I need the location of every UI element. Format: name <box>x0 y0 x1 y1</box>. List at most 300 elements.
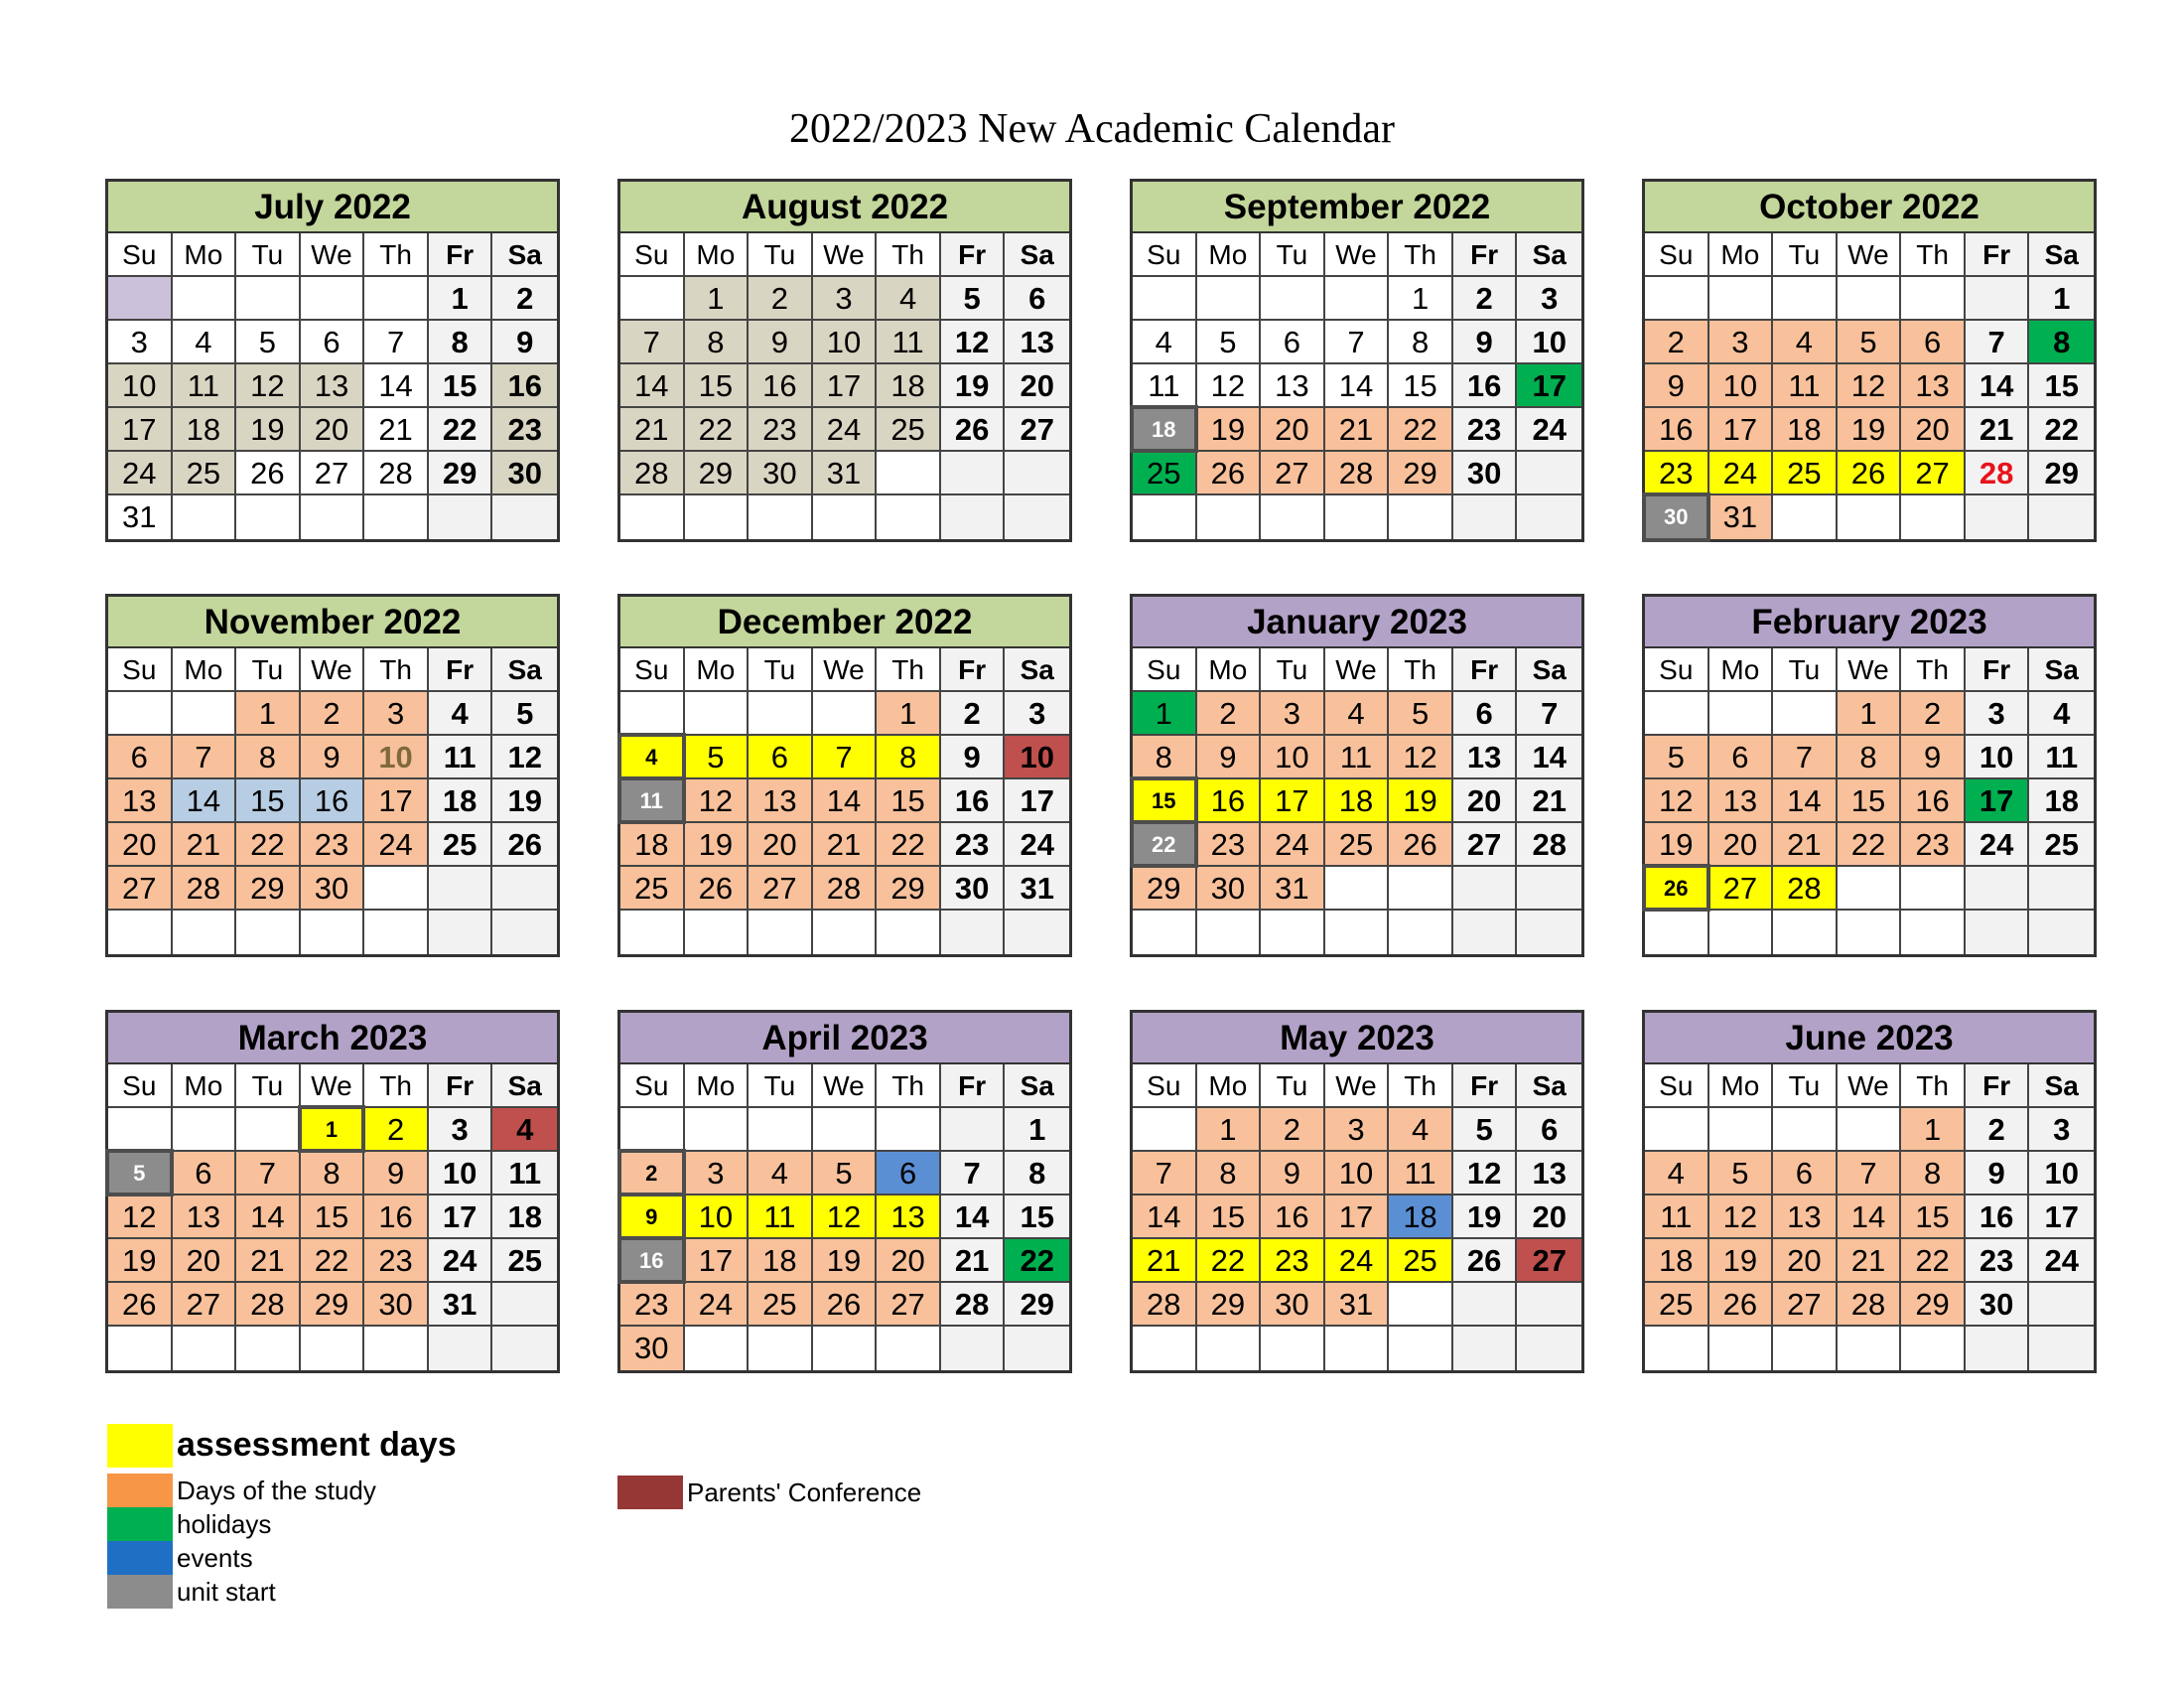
day-cell[interactable]: 30 <box>749 452 813 495</box>
day-cell[interactable]: 15 <box>685 364 750 408</box>
day-cell[interactable]: 21 <box>173 823 237 867</box>
day-cell[interactable]: 24 <box>813 408 878 452</box>
day-cell[interactable]: 1 <box>877 692 941 736</box>
day-cell[interactable]: 24 <box>1005 823 1069 867</box>
day-cell[interactable]: 14 <box>364 364 429 408</box>
day-cell[interactable]: 14 <box>1133 1196 1197 1239</box>
day-cell[interactable]: 10 <box>813 321 878 364</box>
day-cell[interactable]: 28 <box>1517 823 1581 867</box>
day-cell[interactable]: 23 <box>301 823 365 867</box>
day-cell[interactable]: 11 <box>1773 364 1838 408</box>
day-cell[interactable]: 5 <box>1453 1108 1518 1152</box>
day-cell[interactable]: 11 <box>1325 736 1390 779</box>
day-cell[interactable]: 1 <box>1901 1108 1966 1152</box>
day-cell[interactable]: 11 <box>492 1152 557 1196</box>
day-cell[interactable]: 25 <box>429 823 493 867</box>
day-cell[interactable]: 2 <box>301 692 365 736</box>
day-cell[interactable]: 18 <box>1773 408 1838 452</box>
day-cell[interactable]: 6 <box>749 736 813 779</box>
day-cell[interactable]: 16 <box>1197 779 1262 823</box>
day-cell[interactable]: 22 <box>685 408 750 452</box>
day-cell[interactable]: 5 <box>941 277 1006 321</box>
day-cell[interactable]: 9 <box>1966 1152 2030 1196</box>
day-cell[interactable]: 8 <box>1389 321 1453 364</box>
day-cell[interactable]: 25 <box>1645 1283 1709 1327</box>
day-cell[interactable]: 13 <box>1453 736 1518 779</box>
day-cell[interactable]: 20 <box>877 1239 941 1283</box>
day-cell[interactable]: 27 <box>1261 452 1325 495</box>
day-cell[interactable]: 3 <box>1005 692 1069 736</box>
day-cell[interactable]: 30 <box>301 867 365 911</box>
day-cell[interactable]: 22 <box>1133 823 1197 867</box>
day-cell[interactable]: 27 <box>1453 823 1518 867</box>
day-cell[interactable]: 10 <box>108 364 173 408</box>
day-cell[interactable]: 20 <box>1901 408 1966 452</box>
day-cell[interactable]: 15 <box>877 779 941 823</box>
day-cell[interactable]: 27 <box>1517 1239 1581 1283</box>
day-cell[interactable]: 6 <box>173 1152 237 1196</box>
day-cell[interactable]: 14 <box>813 779 878 823</box>
day-cell[interactable]: 2 <box>1197 692 1262 736</box>
day-cell[interactable]: 4 <box>1773 321 1838 364</box>
day-cell[interactable]: 2 <box>1966 1108 2030 1152</box>
day-cell[interactable]: 1 <box>1389 277 1453 321</box>
day-cell[interactable]: 16 <box>1901 779 1966 823</box>
day-cell[interactable]: 3 <box>1261 692 1325 736</box>
day-cell[interactable]: 30 <box>492 452 557 495</box>
day-cell[interactable]: 12 <box>1838 364 1902 408</box>
day-cell[interactable]: 28 <box>173 867 237 911</box>
day-cell[interactable]: 23 <box>1966 1239 2030 1283</box>
day-cell[interactable]: 9 <box>1197 736 1262 779</box>
day-cell[interactable]: 8 <box>685 321 750 364</box>
day-cell[interactable]: 5 <box>236 321 301 364</box>
day-cell[interactable]: 25 <box>877 408 941 452</box>
day-cell[interactable]: 24 <box>1261 823 1325 867</box>
day-cell[interactable]: 28 <box>1966 452 2030 495</box>
day-cell[interactable]: 12 <box>1389 736 1453 779</box>
day-cell[interactable]: 29 <box>1901 1283 1966 1327</box>
day-cell[interactable]: 22 <box>2029 408 2094 452</box>
day-cell[interactable]: 20 <box>1773 1239 1838 1283</box>
day-cell[interactable]: 30 <box>620 1327 685 1370</box>
day-cell[interactable]: 11 <box>877 321 941 364</box>
day-cell[interactable]: 5 <box>492 692 557 736</box>
day-cell[interactable]: 24 <box>108 452 173 495</box>
day-cell[interactable]: 22 <box>301 1239 365 1283</box>
day-cell[interactable]: 13 <box>749 779 813 823</box>
day-cell[interactable]: 2 <box>749 277 813 321</box>
day-cell[interactable]: 1 <box>2029 277 2094 321</box>
day-cell[interactable]: 14 <box>1517 736 1581 779</box>
day-cell[interactable]: 16 <box>301 779 365 823</box>
day-cell[interactable]: 15 <box>1901 1196 1966 1239</box>
day-cell[interactable]: 14 <box>620 364 685 408</box>
day-cell[interactable]: 1 <box>685 277 750 321</box>
day-cell[interactable]: 12 <box>1645 779 1709 823</box>
day-cell[interactable]: 11 <box>1389 1152 1453 1196</box>
day-cell[interactable]: 27 <box>1901 452 1966 495</box>
day-cell[interactable]: 16 <box>941 779 1006 823</box>
day-cell[interactable]: 13 <box>301 364 365 408</box>
day-cell[interactable]: 6 <box>1709 736 1774 779</box>
day-cell[interactable]: 7 <box>364 321 429 364</box>
day-cell[interactable]: 20 <box>1517 1196 1581 1239</box>
day-cell[interactable]: 12 <box>236 364 301 408</box>
day-cell[interactable]: 15 <box>301 1196 365 1239</box>
day-cell[interactable]: 5 <box>813 1152 878 1196</box>
day-cell[interactable]: 5 <box>1197 321 1262 364</box>
day-cell[interactable]: 13 <box>1901 364 1966 408</box>
day-cell[interactable]: 24 <box>1966 823 2030 867</box>
day-cell[interactable]: 23 <box>1261 1239 1325 1283</box>
day-cell[interactable]: 12 <box>1197 364 1262 408</box>
day-cell[interactable]: 18 <box>620 823 685 867</box>
day-cell[interactable]: 19 <box>1838 408 1902 452</box>
day-cell[interactable]: 6 <box>1453 692 1518 736</box>
day-cell[interactable]: 3 <box>813 277 878 321</box>
day-cell[interactable]: 11 <box>749 1196 813 1239</box>
day-cell[interactable]: 4 <box>429 692 493 736</box>
day-cell[interactable]: 8 <box>1838 736 1902 779</box>
day-cell[interactable]: 2 <box>492 277 557 321</box>
day-cell[interactable]: 28 <box>1773 867 1838 911</box>
day-cell[interactable]: 6 <box>301 321 365 364</box>
day-cell[interactable]: 18 <box>1389 1196 1453 1239</box>
day-cell[interactable]: 4 <box>1133 321 1197 364</box>
day-cell[interactable]: 26 <box>236 452 301 495</box>
day-cell[interactable]: 17 <box>1966 779 2030 823</box>
day-cell[interactable]: 29 <box>1133 867 1197 911</box>
day-cell[interactable]: 17 <box>813 364 878 408</box>
day-cell[interactable]: 14 <box>1966 364 2030 408</box>
day-cell[interactable]: 2 <box>1901 692 1966 736</box>
day-cell[interactable]: 12 <box>108 1196 173 1239</box>
day-cell[interactable]: 2 <box>620 1152 685 1196</box>
day-cell[interactable]: 26 <box>685 867 750 911</box>
day-cell[interactable]: 6 <box>1005 277 1069 321</box>
day-cell[interactable]: 23 <box>364 1239 429 1283</box>
day-cell[interactable]: 30 <box>1197 867 1262 911</box>
day-cell[interactable]: 29 <box>1005 1283 1069 1327</box>
day-cell[interactable]: 11 <box>2029 736 2094 779</box>
day-cell[interactable]: 10 <box>1966 736 2030 779</box>
day-cell[interactable]: 3 <box>108 321 173 364</box>
day-cell[interactable]: 15 <box>1133 779 1197 823</box>
day-cell[interactable]: 12 <box>1453 1152 1518 1196</box>
day-cell[interactable]: 27 <box>301 452 365 495</box>
day-cell[interactable]: 30 <box>1645 495 1709 539</box>
day-cell[interactable]: 15 <box>1838 779 1902 823</box>
day-cell[interactable]: 26 <box>941 408 1006 452</box>
day-cell[interactable]: 28 <box>620 452 685 495</box>
day-cell[interactable]: 2 <box>1645 321 1709 364</box>
day-cell[interactable]: 28 <box>1838 1283 1902 1327</box>
day-cell[interactable]: 29 <box>1389 452 1453 495</box>
day-cell[interactable]: 20 <box>1453 779 1518 823</box>
day-cell[interactable]: 11 <box>1645 1196 1709 1239</box>
day-cell[interactable]: 29 <box>429 452 493 495</box>
day-cell[interactable]: 19 <box>236 408 301 452</box>
day-cell[interactable]: 15 <box>1389 364 1453 408</box>
day-cell[interactable]: 30 <box>364 1283 429 1327</box>
day-cell[interactable]: 10 <box>429 1152 493 1196</box>
day-cell[interactable]: 3 <box>1325 1108 1390 1152</box>
day-cell[interactable]: 16 <box>1645 408 1709 452</box>
day-cell[interactable]: 30 <box>1966 1283 2030 1327</box>
day-cell[interactable]: 7 <box>1966 321 2030 364</box>
day-cell[interactable]: 17 <box>1005 779 1069 823</box>
day-cell[interactable]: 13 <box>108 779 173 823</box>
day-cell[interactable]: 20 <box>173 1239 237 1283</box>
day-cell[interactable]: 15 <box>1005 1196 1069 1239</box>
day-cell[interactable]: 31 <box>813 452 878 495</box>
day-cell[interactable]: 19 <box>813 1239 878 1283</box>
day-cell[interactable]: 28 <box>364 452 429 495</box>
day-cell[interactable]: 19 <box>1645 823 1709 867</box>
day-cell[interactable]: 21 <box>364 408 429 452</box>
day-cell[interactable]: 17 <box>429 1196 493 1239</box>
day-cell[interactable]: 10 <box>1325 1152 1390 1196</box>
day-cell[interactable]: 1 <box>1133 692 1197 736</box>
day-cell[interactable]: 6 <box>1901 321 1966 364</box>
day-cell[interactable]: 2 <box>1261 1108 1325 1152</box>
day-cell[interactable]: 9 <box>620 1196 685 1239</box>
day-cell[interactable]: 23 <box>1645 452 1709 495</box>
day-cell[interactable]: 13 <box>1773 1196 1838 1239</box>
day-cell[interactable]: 16 <box>749 364 813 408</box>
day-cell[interactable]: 12 <box>813 1196 878 1239</box>
day-cell[interactable]: 26 <box>1197 452 1262 495</box>
day-cell[interactable]: 20 <box>301 408 365 452</box>
day-cell[interactable]: 19 <box>108 1239 173 1283</box>
day-cell[interactable]: 7 <box>1517 692 1581 736</box>
day-cell[interactable]: 26 <box>1838 452 1902 495</box>
day-cell[interactable]: 8 <box>429 321 493 364</box>
day-cell[interactable]: 22 <box>1901 1239 1966 1283</box>
day-cell[interactable]: 26 <box>813 1283 878 1327</box>
day-cell[interactable]: 21 <box>620 408 685 452</box>
day-cell[interactable]: 5 <box>1838 321 1902 364</box>
day-cell[interactable]: 24 <box>685 1283 750 1327</box>
day-cell[interactable]: 23 <box>1197 823 1262 867</box>
day-cell[interactable]: 13 <box>1261 364 1325 408</box>
day-cell[interactable]: 23 <box>1901 823 1966 867</box>
day-cell[interactable]: 12 <box>1709 1196 1774 1239</box>
day-cell[interactable]: 27 <box>173 1283 237 1327</box>
day-cell[interactable]: 9 <box>1645 364 1709 408</box>
day-cell[interactable]: 1 <box>1838 692 1902 736</box>
day-cell[interactable]: 4 <box>1325 692 1390 736</box>
day-cell[interactable]: 4 <box>2029 692 2094 736</box>
day-cell[interactable]: 14 <box>941 1196 1006 1239</box>
day-cell[interactable]: 21 <box>1517 779 1581 823</box>
day-cell[interactable]: 5 <box>1709 1152 1774 1196</box>
day-cell[interactable]: 31 <box>1005 867 1069 911</box>
day-cell[interactable]: 18 <box>492 1196 557 1239</box>
day-cell[interactable]: 16 <box>492 364 557 408</box>
day-cell[interactable]: 3 <box>1517 277 1581 321</box>
day-cell[interactable]: 8 <box>2029 321 2094 364</box>
day-cell[interactable]: 5 <box>685 736 750 779</box>
day-cell[interactable]: 23 <box>620 1283 685 1327</box>
day-cell[interactable]: 21 <box>1838 1239 1902 1283</box>
day-cell[interactable]: 7 <box>620 321 685 364</box>
day-cell[interactable]: 13 <box>1709 779 1774 823</box>
day-cell[interactable]: 4 <box>620 736 685 779</box>
day-cell[interactable]: 8 <box>236 736 301 779</box>
day-cell[interactable]: 18 <box>1133 408 1197 452</box>
day-cell[interactable]: 30 <box>941 867 1006 911</box>
day-cell[interactable]: 31 <box>1261 867 1325 911</box>
day-cell[interactable]: 17 <box>364 779 429 823</box>
day-cell[interactable]: 28 <box>813 867 878 911</box>
day-cell[interactable]: 21 <box>1325 408 1390 452</box>
day-cell[interactable]: 16 <box>1453 364 1518 408</box>
day-cell[interactable]: 9 <box>364 1152 429 1196</box>
day-cell[interactable]: 11 <box>1133 364 1197 408</box>
day-cell[interactable]: 26 <box>1453 1239 1518 1283</box>
day-cell[interactable]: 25 <box>492 1239 557 1283</box>
day-cell[interactable]: 28 <box>941 1283 1006 1327</box>
day-cell[interactable]: 7 <box>813 736 878 779</box>
day-cell[interactable]: 25 <box>1133 452 1197 495</box>
day-cell[interactable]: 20 <box>1005 364 1069 408</box>
day-cell[interactable]: 13 <box>1517 1152 1581 1196</box>
day-cell[interactable]: 2 <box>1453 277 1518 321</box>
day-cell[interactable]: 25 <box>1773 452 1838 495</box>
day-cell[interactable]: 22 <box>429 408 493 452</box>
day-cell[interactable]: 2 <box>364 1108 429 1152</box>
day-cell[interactable]: 12 <box>685 779 750 823</box>
day-cell[interactable]: 31 <box>1709 495 1774 539</box>
day-cell[interactable]: 22 <box>1838 823 1902 867</box>
day-cell[interactable]: 20 <box>1261 408 1325 452</box>
day-cell[interactable]: 6 <box>108 736 173 779</box>
day-cell[interactable]: 10 <box>2029 1152 2094 1196</box>
day-cell[interactable]: 9 <box>1261 1152 1325 1196</box>
day-cell[interactable]: 15 <box>429 364 493 408</box>
day-cell[interactable]: 16 <box>364 1196 429 1239</box>
day-cell[interactable]: 18 <box>1645 1239 1709 1283</box>
day-cell[interactable]: 9 <box>941 736 1006 779</box>
day-cell[interactable]: 1 <box>236 692 301 736</box>
day-cell[interactable]: 7 <box>1133 1152 1197 1196</box>
day-cell[interactable]: 4 <box>749 1152 813 1196</box>
day-cell[interactable]: 6 <box>877 1152 941 1196</box>
day-cell[interactable]: 4 <box>173 321 237 364</box>
day-cell[interactable]: 6 <box>1261 321 1325 364</box>
day-cell[interactable]: 3 <box>1709 321 1774 364</box>
day-cell[interactable]: 17 <box>1261 779 1325 823</box>
day-cell[interactable]: 5 <box>1645 736 1709 779</box>
day-cell[interactable]: 4 <box>877 277 941 321</box>
day-cell[interactable]: 14 <box>1838 1196 1902 1239</box>
day-cell[interactable]: 25 <box>620 867 685 911</box>
day-cell[interactable]: 10 <box>1261 736 1325 779</box>
day-cell[interactable]: 8 <box>1197 1152 1262 1196</box>
day-cell[interactable]: 21 <box>1966 408 2030 452</box>
day-cell[interactable]: 14 <box>173 779 237 823</box>
day-cell[interactable]: 9 <box>1901 736 1966 779</box>
day-cell[interactable]: 6 <box>1773 1152 1838 1196</box>
day-cell[interactable]: 22 <box>877 823 941 867</box>
day-cell[interactable]: 10 <box>685 1196 750 1239</box>
day-cell[interactable]: 15 <box>2029 364 2094 408</box>
day-cell[interactable]: 7 <box>1773 736 1838 779</box>
day-cell[interactable]: 15 <box>1197 1196 1262 1239</box>
day-cell[interactable]: 7 <box>173 736 237 779</box>
day-cell[interactable]: 16 <box>620 1239 685 1283</box>
day-cell[interactable]: 31 <box>1325 1283 1390 1327</box>
day-cell[interactable]: 25 <box>173 452 237 495</box>
day-cell[interactable]: 26 <box>492 823 557 867</box>
day-cell[interactable]: 1 <box>1005 1108 1069 1152</box>
day-cell[interactable]: 24 <box>1517 408 1581 452</box>
day-cell[interactable]: 19 <box>941 364 1006 408</box>
day-cell[interactable]: 21 <box>1773 823 1838 867</box>
day-cell[interactable]: 26 <box>1645 867 1709 911</box>
day-cell[interactable]: 6 <box>1517 1108 1581 1152</box>
day-cell[interactable]: 19 <box>1389 779 1453 823</box>
day-cell[interactable]: 4 <box>1645 1152 1709 1196</box>
day-cell[interactable]: 21 <box>941 1239 1006 1283</box>
day-cell[interactable]: 3 <box>364 692 429 736</box>
day-cell[interactable]: 13 <box>173 1196 237 1239</box>
day-cell[interactable]: 28 <box>236 1283 301 1327</box>
day-cell[interactable]: 3 <box>685 1152 750 1196</box>
day-cell[interactable]: 8 <box>1901 1152 1966 1196</box>
day-cell[interactable]: 23 <box>941 823 1006 867</box>
day-cell[interactable]: 21 <box>813 823 878 867</box>
day-cell[interactable]: 17 <box>1517 364 1581 408</box>
day-cell[interactable]: 1 <box>1197 1108 1262 1152</box>
day-cell[interactable]: 1 <box>429 277 493 321</box>
day-cell[interactable]: 9 <box>492 321 557 364</box>
day-cell[interactable]: 3 <box>1966 692 2030 736</box>
day-cell[interactable]: 16 <box>1261 1196 1325 1239</box>
day-cell[interactable]: 7 <box>236 1152 301 1196</box>
day-cell[interactable]: 7 <box>1325 321 1390 364</box>
day-cell[interactable]: 20 <box>108 823 173 867</box>
day-cell[interactable]: 2 <box>941 692 1006 736</box>
day-cell[interactable]: 22 <box>1005 1239 1069 1283</box>
day-cell[interactable]: 22 <box>1197 1239 1262 1283</box>
day-cell[interactable]: 8 <box>301 1152 365 1196</box>
day-cell[interactable]: 27 <box>108 867 173 911</box>
day-cell[interactable]: 9 <box>749 321 813 364</box>
day-cell[interactable]: 31 <box>429 1283 493 1327</box>
day-cell[interactable]: 19 <box>1453 1196 1518 1239</box>
day-cell[interactable]: 19 <box>685 823 750 867</box>
day-cell[interactable]: 30 <box>1453 452 1518 495</box>
day-cell[interactable]: 28 <box>1133 1283 1197 1327</box>
day-cell[interactable]: 11 <box>173 364 237 408</box>
day-cell[interactable]: 29 <box>877 867 941 911</box>
day-cell[interactable]: 11 <box>620 779 685 823</box>
day-cell[interactable]: 14 <box>1325 364 1390 408</box>
day-cell[interactable]: 21 <box>1133 1239 1197 1283</box>
day-cell[interactable]: 15 <box>236 779 301 823</box>
day-cell[interactable]: 28 <box>1325 452 1390 495</box>
day-cell[interactable]: 19 <box>1197 408 1262 452</box>
day-cell[interactable]: 1 <box>301 1108 365 1152</box>
day-cell[interactable]: 3 <box>2029 1108 2094 1152</box>
day-cell[interactable]: 18 <box>2029 779 2094 823</box>
day-cell[interactable]: 25 <box>1325 823 1390 867</box>
day-cell[interactable]: 16 <box>1966 1196 2030 1239</box>
day-cell[interactable]: 3 <box>429 1108 493 1152</box>
